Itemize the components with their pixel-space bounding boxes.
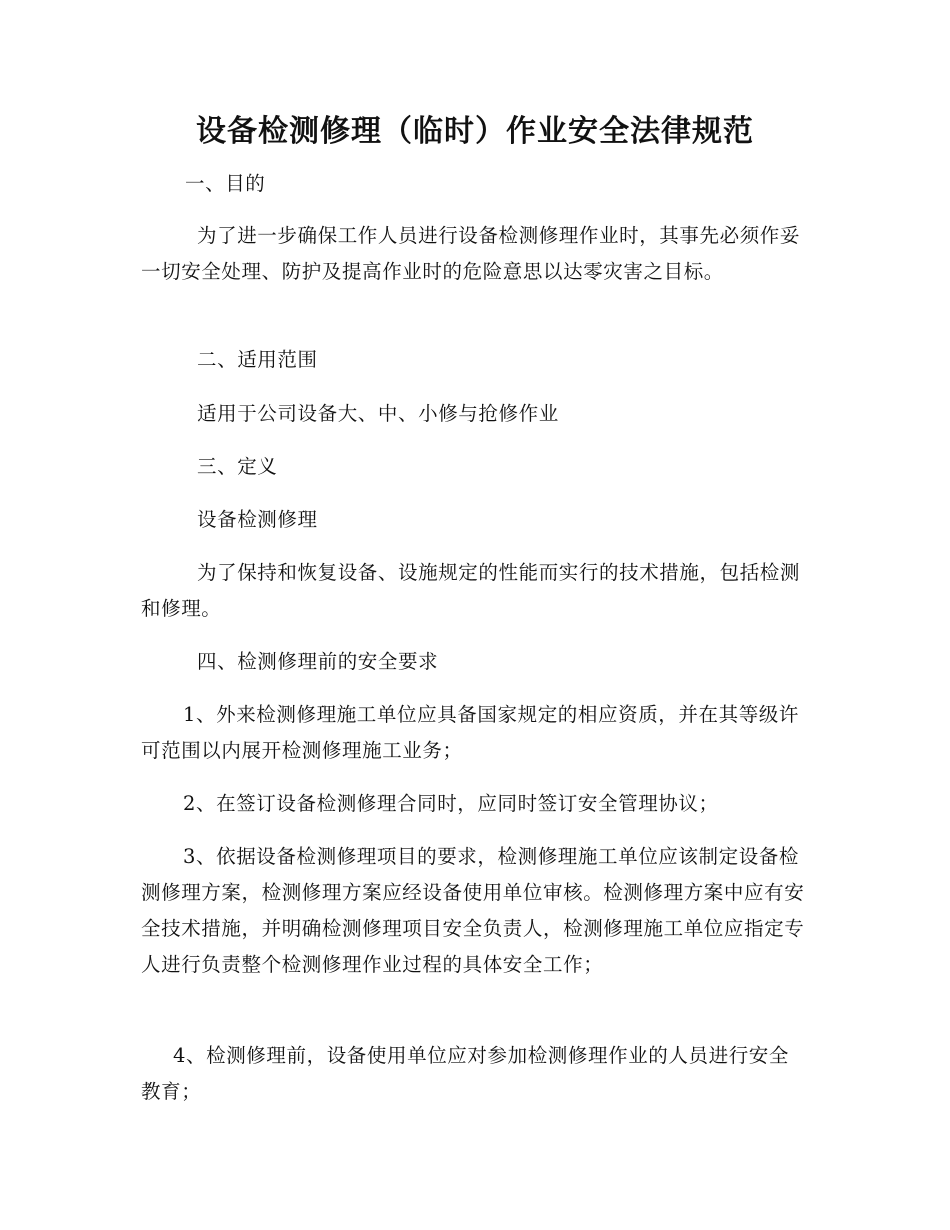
section-heading-requirements: 四、检测修理前的安全要求 bbox=[197, 650, 439, 673]
section-heading-purpose: 一、目的 bbox=[185, 172, 266, 195]
definition-term: 设备检测修理 bbox=[197, 508, 318, 531]
list-item-requirement-4: 4、检测修理前，设备使用单位应对参加检测修理作业的人员进行安全教育； bbox=[141, 1044, 790, 1103]
list-item-requirement-1: 1、外来检测修理施工单位应具备国家规定的相应资质，并在其等级许可范围以内展开检测修理施工业务； bbox=[141, 703, 800, 762]
paragraph-purpose: 为了进一步确保工作人员进行设备检测修理作业时，其事先必须作妥一切安全处理、防护及提高作业时的危险意思以达零灾害之目标。 bbox=[141, 224, 801, 283]
list-item-requirement-2: 2、在签订设备检测修理合同时，应同时签订安全管理协议； bbox=[183, 792, 719, 815]
section-heading-scope: 二、适用范围 bbox=[197, 348, 318, 371]
section-heading-definition: 三、定义 bbox=[197, 455, 278, 478]
document-title: 设备检测修理（临时）作业安全法律规范 bbox=[196, 114, 754, 149]
paragraph-scope: 适用于公司设备大、中、小修与抢修作业 bbox=[197, 402, 559, 425]
list-item-requirement-3: 3、依据设备检测修理项目的要求，检测修理施工单位应该制定设备检测修理方案，检测修理方案应经设备使用单位审核。检测修理方案中应有安全技术措施，并明确检测修理项目安全负责人，检测修理施工单位应指定专人进行负责整个检测修理作业过程的具体安全工作； bbox=[141, 845, 805, 976]
paragraph-definition: 为了保持和恢复设备、设施规定的性能而实行的技术措施，包括检测和修理。 bbox=[141, 561, 801, 620]
